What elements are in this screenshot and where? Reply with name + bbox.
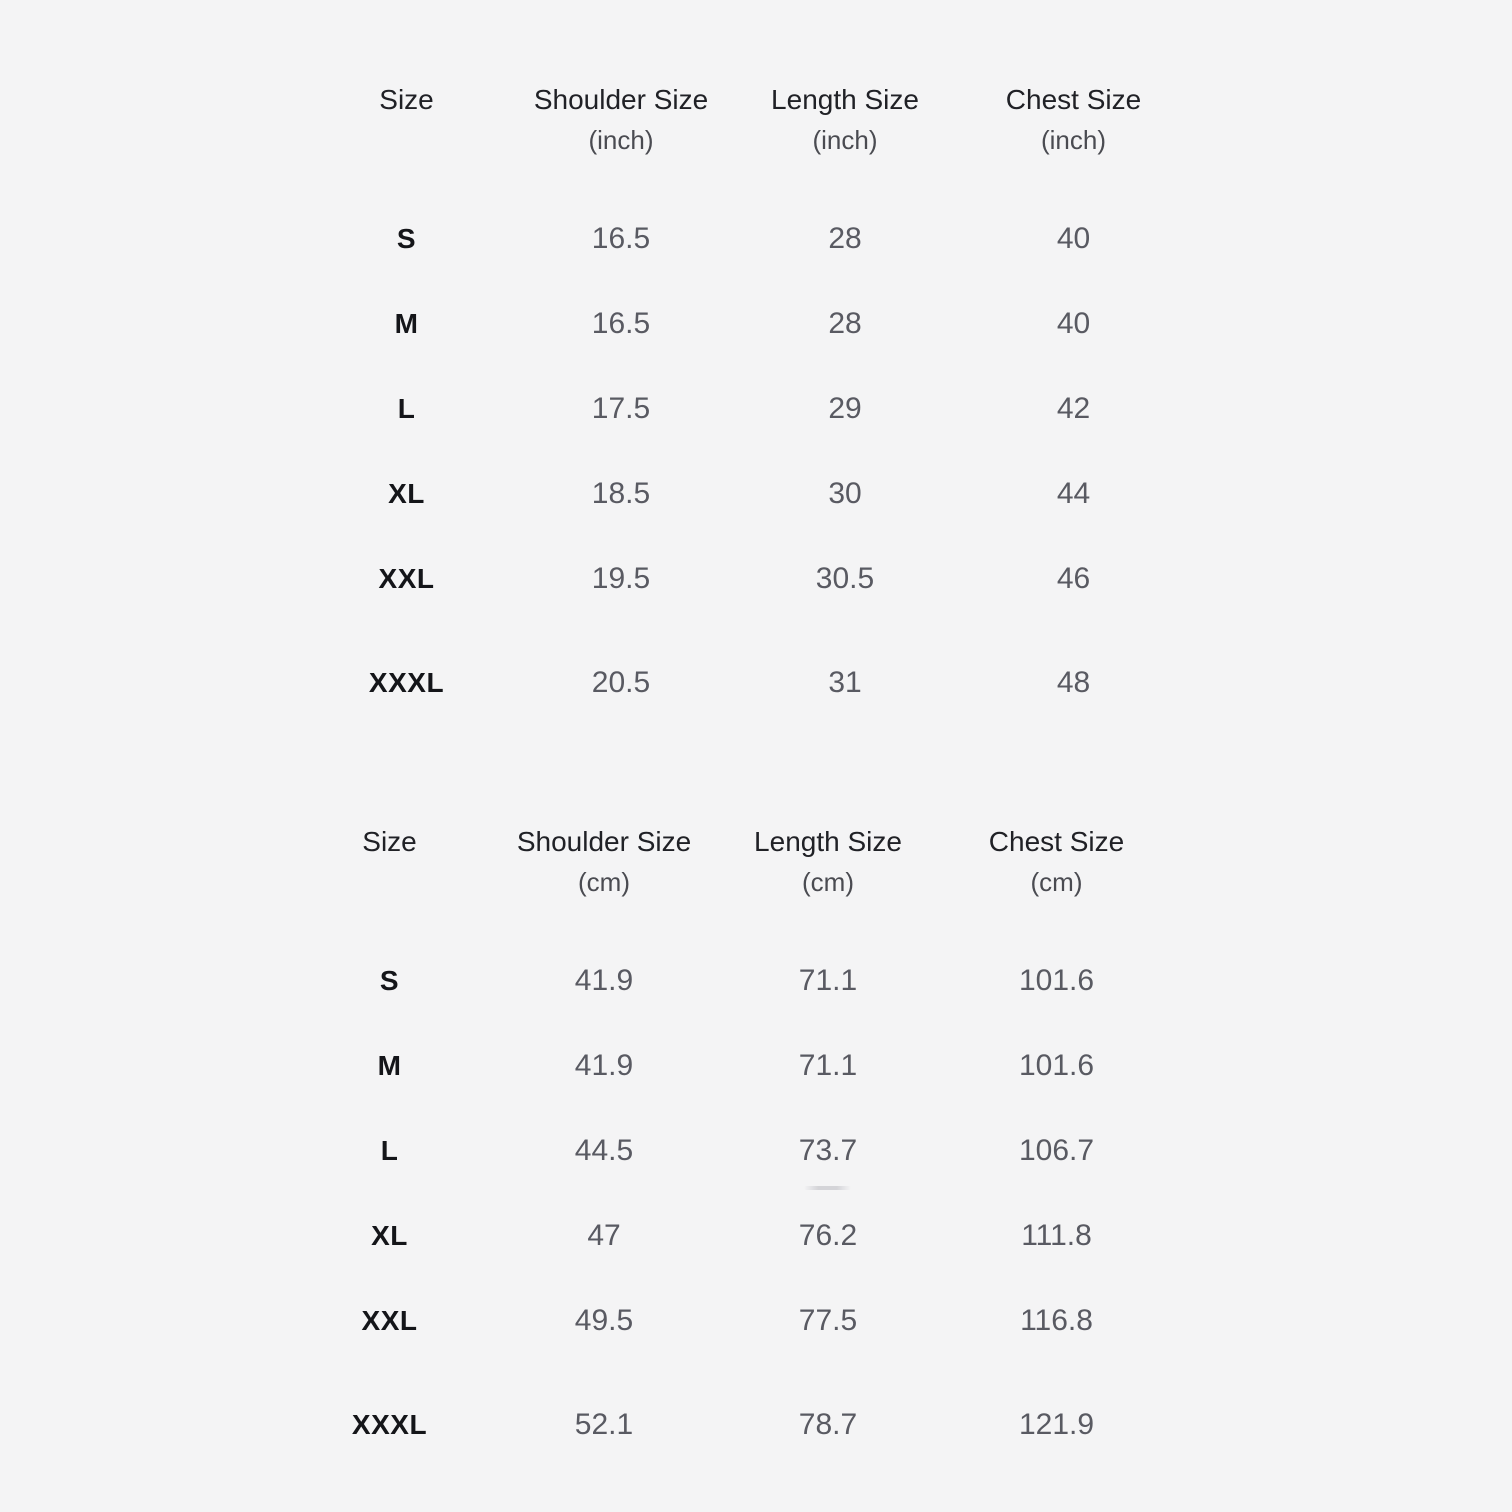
table-row-xl: [283, 1193, 1169, 1278]
chest-value: 116.8: [1020, 1303, 1093, 1337]
table-row-xxl: [283, 1278, 1169, 1363]
chest-value: 40: [1056, 221, 1091, 255]
column-header-shoulder-unit: (cm): [578, 867, 630, 897]
chest-value: 101.6: [1018, 1048, 1095, 1082]
chest-value: 44: [1056, 476, 1091, 510]
size-label: M: [377, 1049, 402, 1081]
length-value: 78.7: [798, 1407, 858, 1441]
chest-value: 46: [1056, 561, 1091, 595]
chest-value: 106.7: [1018, 1133, 1095, 1167]
table-row-s: [283, 938, 1169, 1023]
shoulder-value: 41.9: [574, 1048, 634, 1082]
column-header-size: Size: [379, 84, 434, 115]
length-value: 77.5: [798, 1303, 858, 1337]
column-header-chest-label: Chest Size: [988, 826, 1125, 857]
length-value: 73.7: [798, 1133, 858, 1167]
size-label: XL: [388, 477, 425, 509]
column-header-chest-unit: (inch): [1040, 125, 1106, 155]
table-row-m: [283, 1023, 1169, 1108]
size-chart-inch-header: [300, 80, 1186, 160]
table-row-xl: [300, 451, 1186, 536]
chest-value: 40: [1056, 306, 1091, 340]
table-row-xxxl: [283, 1382, 1169, 1467]
shoulder-value: 52.1: [574, 1407, 634, 1441]
chest-value: 121.9: [1018, 1407, 1095, 1441]
column-header-length-label: Length Size: [754, 826, 902, 857]
column-header-length: [729, 80, 961, 160]
column-header-length: [712, 822, 944, 902]
size-label: XXXL: [351, 1408, 428, 1440]
size-label: XXL: [378, 562, 435, 594]
shoulder-value: 49.5: [574, 1303, 634, 1337]
size-label: S: [396, 222, 417, 254]
shoulder-value: 47: [587, 1218, 621, 1252]
length-value: 29: [828, 391, 862, 425]
chest-value: 42: [1056, 391, 1091, 425]
length-value: 31: [828, 665, 862, 699]
length-value: 28: [828, 221, 862, 255]
column-header-shoulder: [513, 80, 729, 160]
column-header-length-label: Length Size: [771, 84, 919, 115]
chest-value: 111.8: [1021, 1218, 1092, 1252]
shoulder-value: 18.5: [591, 476, 651, 510]
column-header-chest: [944, 822, 1169, 902]
size-label: L: [397, 392, 416, 424]
length-value: 71.1: [798, 963, 858, 997]
shoulder-value: 17.5: [591, 391, 651, 425]
size-label: XXXL: [368, 666, 445, 698]
scroll-indicator-dash: [804, 1186, 851, 1190]
column-header-shoulder: [496, 822, 712, 902]
shoulder-value: 41.9: [574, 963, 634, 997]
length-value: 30.5: [815, 561, 875, 595]
table-row-l: [283, 1108, 1169, 1193]
chest-value: 48: [1056, 665, 1091, 699]
shoulder-value: 44.5: [574, 1133, 634, 1167]
size-chart-cm: [283, 822, 1169, 1467]
size-label: L: [380, 1134, 399, 1166]
column-header-chest-label: Chest Size: [1005, 84, 1142, 115]
shoulder-value: 20.5: [591, 665, 651, 699]
length-value: 30: [828, 476, 862, 510]
length-value: 28: [828, 306, 862, 340]
column-header-shoulder-label: Shoulder Size: [533, 84, 709, 115]
size-chart-cm-header: [283, 822, 1169, 902]
table-row-m: [300, 281, 1186, 366]
chest-value: 101.6: [1018, 963, 1095, 997]
size-label: S: [379, 964, 400, 996]
shoulder-value: 16.5: [591, 306, 651, 340]
column-header-size: Size: [362, 826, 417, 857]
size-label: XXL: [361, 1304, 418, 1336]
length-value: 71.1: [798, 1048, 858, 1082]
table-row-xxl: [300, 536, 1186, 621]
column-header-chest: [961, 80, 1186, 160]
size-label: M: [394, 307, 419, 339]
column-header-shoulder-unit: (inch): [588, 125, 654, 155]
shoulder-value: 19.5: [591, 561, 651, 595]
table-row-l: [300, 366, 1186, 451]
size-chart-inch: [300, 80, 1186, 725]
shoulder-value: 16.5: [591, 221, 651, 255]
size-label: XL: [371, 1219, 408, 1251]
table-row-xxxl: [300, 640, 1186, 725]
column-header-chest-unit: (cm): [1030, 867, 1083, 897]
table-row-s: [300, 196, 1186, 281]
column-header-length-unit: (cm): [802, 867, 854, 897]
column-header-shoulder-label: Shoulder Size: [516, 826, 692, 857]
column-header-length-unit: (inch): [812, 125, 878, 155]
length-value: 76.2: [798, 1218, 858, 1252]
